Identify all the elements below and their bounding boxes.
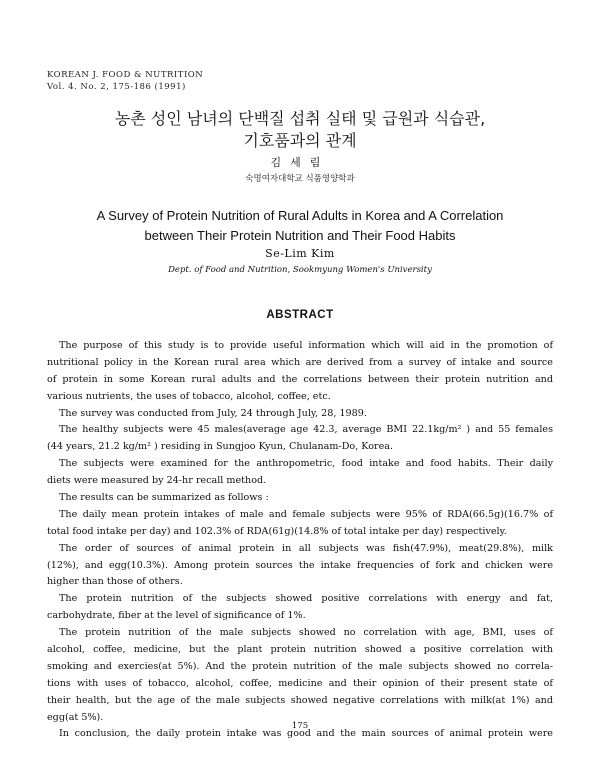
- abstract-line: of protein in some Korean rural adults and the correlations between their protein nutrition and: [47, 373, 553, 385]
- abstract-heading: ABSTRACT: [266, 309, 334, 321]
- abstract-line: alcohol, coffee, medicine, but the plant protein nutrition showed a positive correlation with: [47, 644, 553, 656]
- journal-citation: [47, 69, 203, 93]
- abstract-line: their health, but the age of the male subjects showed negative correlations with milk(at 1%) and: [47, 694, 553, 706]
- abstract-line: nutritional policy in the Korean rural area which are derived from a survey of intake and source: [47, 356, 553, 368]
- abstract-line: total food intake per day) and 102.3% of RDA(61g)(14.8% of total intake per day) respectively.: [47, 525, 507, 537]
- abstract-line: The subjects were examined for the anthropometric, food intake and food habits. Their daily: [59, 458, 553, 470]
- abstract-line: The protein nutrition of the male subjects showed no correlation with age, BMI, uses of: [59, 627, 553, 639]
- abstract-line: egg(at 5%).: [47, 711, 104, 723]
- abstract-line: smoking and exercies(at 5%). And the protein nutrition of the male subjects showed no correla-: [47, 660, 553, 672]
- abstract-line: various nutrients, the uses of tobacco, alcohol, coffee, etc.: [47, 390, 331, 402]
- english-title-line-1: A Survey of Protein Nutrition of Rural Adults in Korea and A Correlation: [96, 208, 504, 223]
- korean-title-line-2: 기호품과의 관계: [243, 131, 357, 150]
- abstract-line: tions with uses of tobacco, alcohol, coffee, medicine and their opinion of their present state of: [47, 677, 553, 689]
- abstract-line: The order of sources of animal protein in all subjects was fish(47.9%), meat(29.8%), milk: [59, 542, 553, 554]
- journal-name: KOREAN J. FOOD & NUTRITION: [47, 70, 204, 80]
- journal-volume: Vol. 4. No. 2, 175-186 (1991): [47, 82, 186, 92]
- abstract-line: (12%), and egg(10.3%). Among protein sources the intake frequencies of fork and chicken were: [47, 559, 553, 571]
- abstract-line: (44 years, 21.2 kg/m² ) residing in Sungjoo Kyun, Chulanam-Do, Korea.: [47, 441, 394, 453]
- english-affiliation: Dept. of Food and Nutrition, Sookmyung Women's University: [168, 265, 432, 275]
- korean-author: 김세림: [270, 156, 330, 169]
- english-title-line-2: between Their Protein Nutrition and Their Food Habits: [144, 228, 456, 243]
- abstract-line: The survey was conducted from July, 24 through July, 28, 1989.: [59, 407, 367, 419]
- abstract-line: carbohydrate, fiber at the level of significance of 1%.: [47, 610, 306, 622]
- abstract-line: The results can be summarized as follows :: [59, 492, 269, 504]
- abstract-line: higher than those of others.: [47, 576, 183, 588]
- abstract-line: In conclusion, the daily protein intake was good and the main sources of animal protein were: [59, 728, 553, 740]
- korean-title-line-1: 농촌 성인 남녀의 단백질 섭취 실태 및 급원과 식습관,: [114, 109, 486, 128]
- abstract-line: The protein nutrition of the subjects showed positive correlations with energy and fat,: [59, 593, 553, 605]
- english-author: Se-Lim Kim: [265, 247, 335, 260]
- abstract-line: The healthy subjects were 45 males(average age 42.3, average BMI 22.1kg/m² ) and 55 females: [59, 424, 553, 436]
- abstract-body: [47, 338, 553, 743]
- abstract-line: diets were measured by 24-hr recall method.: [47, 475, 267, 487]
- abstract-line: The purpose of this study is to provide useful information which will aid in the promotion of: [59, 340, 553, 351]
- page-number: 175: [291, 721, 309, 731]
- abstract-line: The daily mean protein intakes of male and female subjects were 95% of RDA(66.5g)(16.7% of: [59, 508, 553, 520]
- korean-affiliation: 숙명여자대학교 식품영양학과: [245, 174, 355, 184]
